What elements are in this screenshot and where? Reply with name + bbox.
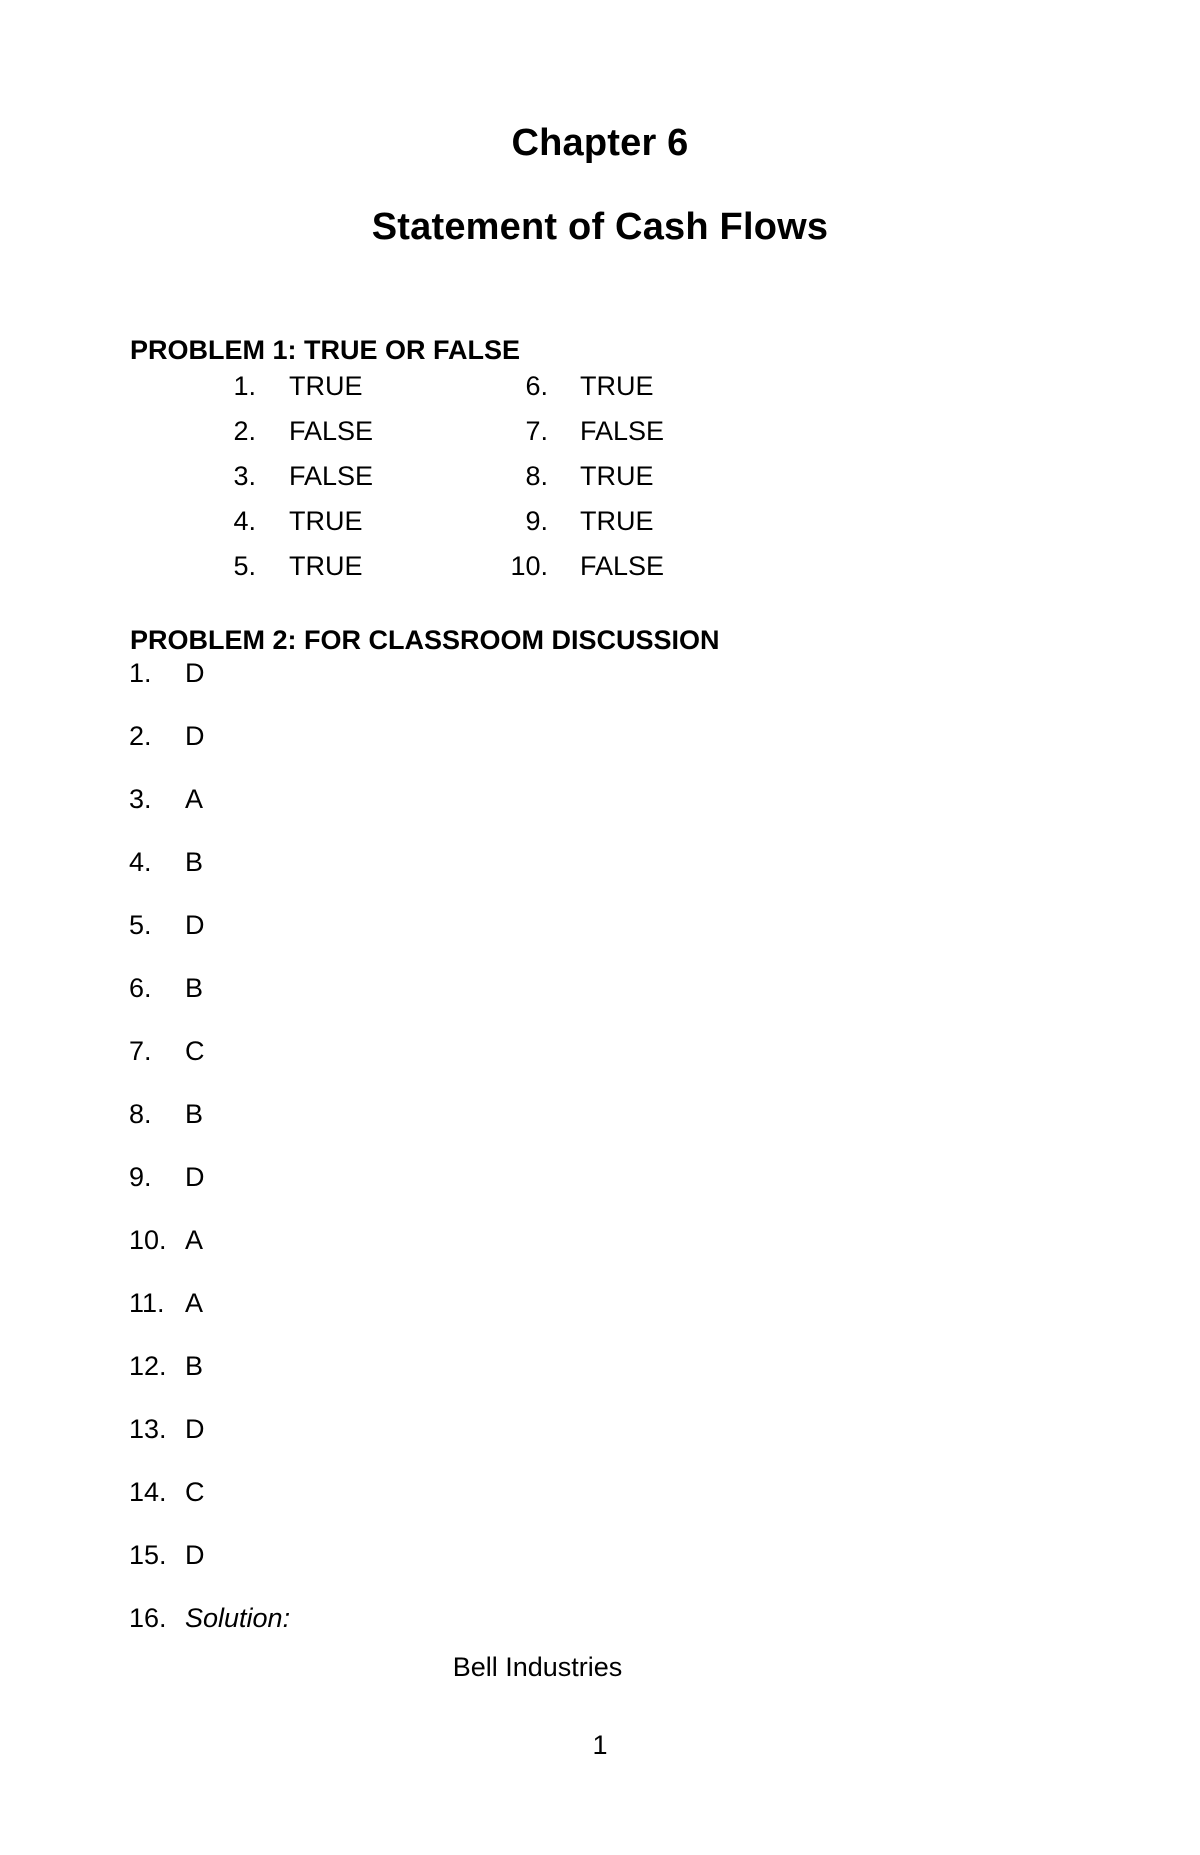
item-answer: D: [185, 721, 205, 751]
solution-label: Solution:: [185, 1603, 291, 1633]
item-answer: D: [185, 910, 205, 940]
list-item: [0, 658, 1200, 698]
item-answer: C: [185, 1477, 205, 1507]
item-answer: D: [185, 1414, 205, 1444]
company-name: Bell Industries: [452, 1652, 623, 1682]
list-item: [0, 1540, 1200, 1580]
item-answer: TRUE: [580, 461, 654, 491]
item-answer: D: [185, 1540, 205, 1570]
item-answer: TRUE: [289, 506, 363, 536]
list-item: [0, 1477, 1200, 1517]
item-answer: B: [185, 1351, 204, 1381]
answer-row: [0, 461, 1200, 501]
item-number: 16.: [129, 1603, 167, 1633]
item-answer: FALSE: [580, 551, 665, 581]
answer-row: [0, 416, 1200, 456]
answer-row: [0, 371, 1200, 411]
list-item: [0, 1225, 1200, 1265]
item-number: 7.: [129, 1036, 152, 1066]
item-number: 10.: [129, 1225, 167, 1255]
item-number: 15.: [129, 1540, 167, 1570]
problem1-heading: PROBLEM 1: TRUE OR FALSE: [130, 335, 521, 365]
list-item: [0, 1288, 1200, 1328]
item-number: 5.: [233, 551, 256, 581]
item-number: 12.: [129, 1351, 167, 1381]
item-number: 5.: [129, 910, 152, 940]
item-number: 4.: [233, 506, 256, 536]
answer-row: [0, 506, 1200, 546]
item-answer: A: [185, 784, 204, 814]
item-number: 6.: [129, 973, 152, 1003]
item-answer: A: [185, 1288, 204, 1318]
list-item: [0, 1036, 1200, 1076]
item-number: 13.: [129, 1414, 167, 1444]
list-item: [0, 973, 1200, 1013]
item-number: 1.: [233, 371, 256, 401]
item-answer: D: [185, 1162, 205, 1192]
item-number: 6.: [525, 371, 548, 401]
item-number: 4.: [129, 847, 152, 877]
item-number: 3.: [129, 784, 152, 814]
item-number: 9.: [129, 1162, 152, 1192]
item-answer: FALSE: [289, 461, 374, 491]
item-answer: C: [185, 1036, 205, 1066]
item-number: 2.: [129, 721, 152, 751]
list-item: [0, 847, 1200, 887]
item-number: 8.: [525, 461, 548, 491]
item-answer: B: [185, 973, 204, 1003]
chapter-heading: Chapter 6: [511, 122, 689, 164]
item-answer: B: [185, 1099, 204, 1129]
item-number: 8.: [129, 1099, 152, 1129]
answer-row: [0, 551, 1200, 591]
list-item: [0, 784, 1200, 824]
item-answer: A: [185, 1225, 204, 1255]
item-answer: TRUE: [289, 371, 363, 401]
list-item: [0, 1351, 1200, 1391]
item-answer: D: [185, 658, 205, 688]
list-item: [0, 1414, 1200, 1454]
item-answer: TRUE: [580, 371, 654, 401]
item-number: 14.: [129, 1477, 167, 1507]
problem2-heading: PROBLEM 2: FOR CLASSROOM DISCUSSION: [130, 625, 720, 655]
list-item: [0, 910, 1200, 950]
list-item: [0, 721, 1200, 761]
item-number: 11.: [129, 1288, 165, 1318]
item-answer: TRUE: [289, 551, 363, 581]
item-number: 1.: [129, 658, 152, 688]
list-item: [0, 1162, 1200, 1202]
item-number: 2.: [233, 416, 256, 446]
list-item: [0, 1099, 1200, 1139]
item-answer: FALSE: [289, 416, 374, 446]
item-number: 9.: [525, 506, 548, 536]
item-answer: FALSE: [580, 416, 665, 446]
item-number: 7.: [525, 416, 548, 446]
item-number: 3.: [233, 461, 256, 491]
document-title: Statement of Cash Flows: [371, 206, 829, 248]
item-number: 10.: [510, 551, 548, 581]
list-item: [0, 1603, 1200, 1643]
page-number: 1: [592, 1730, 608, 1760]
item-answer: TRUE: [580, 506, 654, 536]
item-answer: B: [185, 847, 204, 877]
